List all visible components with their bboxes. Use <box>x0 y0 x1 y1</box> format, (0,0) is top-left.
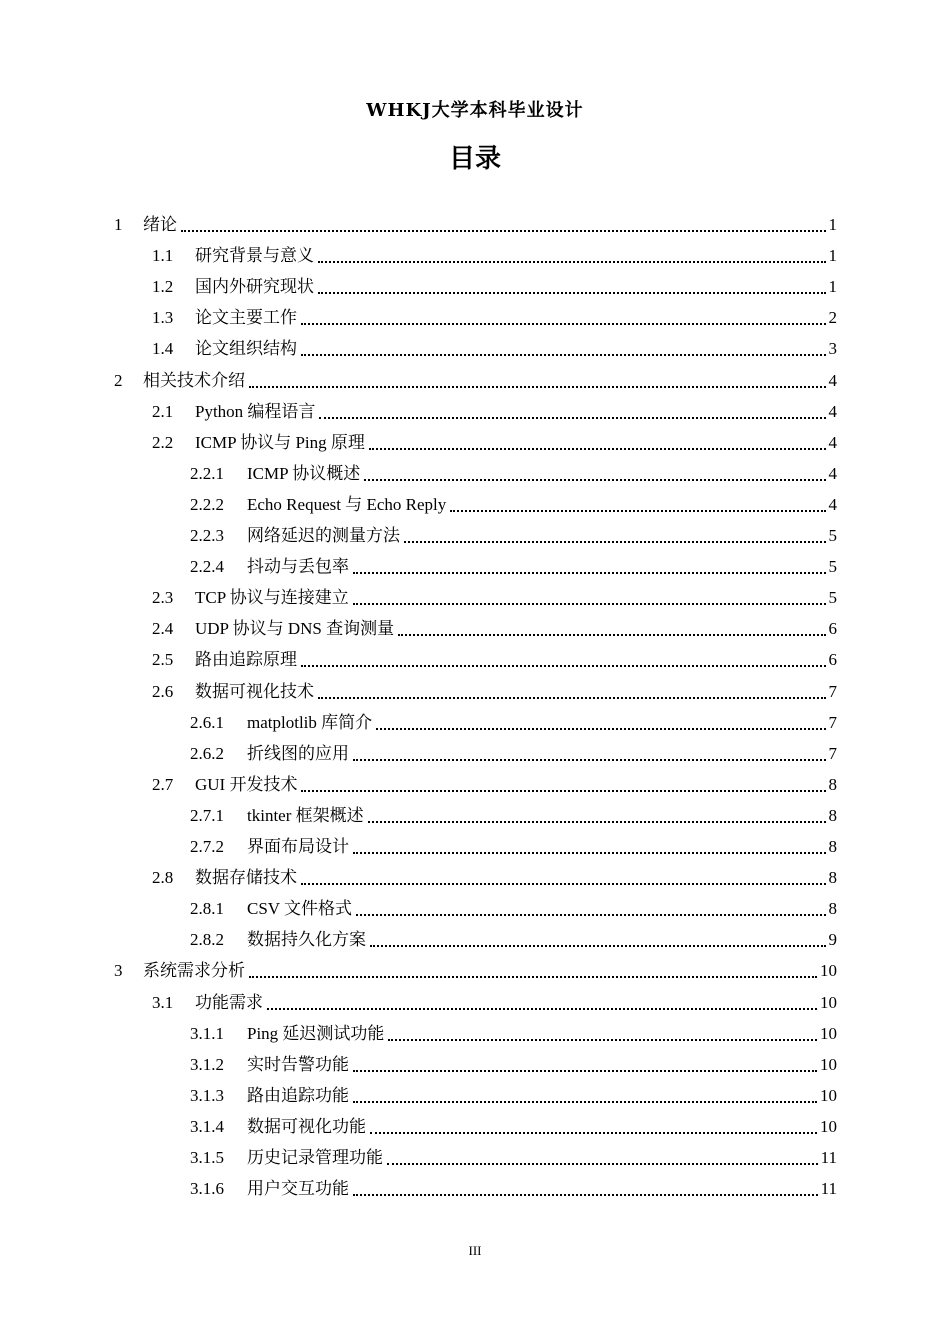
toc-entry[interactable] <box>152 676 837 707</box>
toc-dot-leader <box>249 975 817 978</box>
toc-entry-title: 抖动与丢包率 <box>247 557 349 577</box>
toc-dot-leader <box>370 1131 817 1134</box>
toc-entry-number: 3.1.5 <box>190 1148 224 1167</box>
toc-entry[interactable] <box>114 955 837 986</box>
toc-entry-number: 3.1.1 <box>190 1023 224 1043</box>
toc-dot-leader <box>318 696 826 699</box>
toc-entry-number: 3.1.2 <box>190 1054 224 1074</box>
toc-entry-number: 2.7.1 <box>190 805 224 825</box>
toc-dot-leader <box>387 1162 818 1165</box>
toc-entry-page: 1 <box>828 277 837 297</box>
toc-dot-leader <box>318 260 826 263</box>
toc-entry-number: 3.1.3 <box>190 1085 224 1105</box>
toc-entry-page: 8 <box>828 868 837 888</box>
toc-entry-page: 4 <box>828 401 837 421</box>
toc-entry-number: 2.8.1 <box>190 899 224 919</box>
page-title: 目录 <box>448 144 501 174</box>
toc-entry[interactable] <box>190 458 837 489</box>
toc-entry-number: 2.6 <box>152 681 174 701</box>
toc-entry-title: TCP 协议与连接建立 <box>195 588 349 608</box>
toc-entry[interactable] <box>190 707 837 738</box>
toc-entry-page: 9 <box>828 930 837 950</box>
toc-entry-title: 功能需求 <box>195 992 263 1012</box>
toc-entry-number: 2 <box>114 370 123 390</box>
toc-entry[interactable] <box>152 769 837 800</box>
toc-entry-title: GUI 开发技术 <box>195 774 298 794</box>
toc-entry-page: 2 <box>828 308 837 328</box>
toc-entry-page: 8 <box>828 899 837 919</box>
toc-dot-leader <box>301 353 826 356</box>
toc-entry-page: 4 <box>828 432 837 452</box>
toc-entry-number: 2.8 <box>152 868 174 888</box>
toc-dot-leader <box>353 1193 818 1196</box>
toc-entry[interactable] <box>152 862 837 893</box>
toc-entry[interactable] <box>152 613 837 644</box>
toc-entry-number: 2.4 <box>152 619 174 639</box>
toc-entry-title: 研究背景与意义 <box>195 246 314 266</box>
toc-entry-title: 实时告警功能 <box>247 1054 349 1074</box>
toc-entry-page: 10 <box>820 1054 837 1074</box>
toc-entry-number: 3.1 <box>152 992 174 1012</box>
toc-entry-number: 2.2.3 <box>190 526 224 545</box>
toc-entry-page: 8 <box>828 805 837 825</box>
toc-entry-number: 1.2 <box>152 277 174 297</box>
toc-entry-title: 系统需求分析 <box>143 961 245 981</box>
toc-entry-page: 10 <box>820 1085 837 1105</box>
toc-entry-number: 2.5 <box>152 650 174 670</box>
toc-entry-number: 2.8.2 <box>190 930 224 950</box>
toc-entry-title: 数据持久化方案 <box>247 930 366 950</box>
toc-entry[interactable] <box>152 271 837 302</box>
toc-dot-leader <box>181 229 826 232</box>
toc-dot-leader <box>353 602 826 605</box>
toc-entry-number: 2.2.4 <box>190 557 224 577</box>
toc-dot-leader <box>369 447 826 450</box>
toc-entry-title: 用户交互功能 <box>247 1179 349 1199</box>
toc-entry-title: UDP 协议与 DNS 查询测量 <box>195 619 395 639</box>
toc-entry-number: 2.1 <box>152 401 174 421</box>
toc-entry-page: 7 <box>828 681 837 701</box>
toc-dot-leader <box>450 509 825 512</box>
toc-entry-title: 数据存储技术 <box>195 868 297 888</box>
toc-dot-leader <box>370 944 826 947</box>
toc-entry-page: 1 <box>828 215 837 234</box>
toc-entry-number: 2.6.1 <box>190 712 224 732</box>
toc-entry-page: 11 <box>820 1148 837 1167</box>
toc-entry-page: 10 <box>820 1023 837 1043</box>
toc-entry-page: 7 <box>828 743 837 763</box>
toc-entry-page: 1 <box>828 246 837 266</box>
toc-entry-number: 3.1.4 <box>190 1116 224 1136</box>
toc-entry-title: 数据可视化功能 <box>247 1116 366 1136</box>
toc-dot-leader <box>301 789 825 792</box>
toc-entry-title: ICMP 协议与 Ping 原理 <box>195 432 365 452</box>
toc-entry-title: 绪论 <box>143 215 177 234</box>
toc-entry-title: 论文组织结构 <box>195 339 297 359</box>
toc-entry-title: Ping 延迟测试功能 <box>247 1023 385 1043</box>
toc-entry[interactable] <box>114 365 837 396</box>
page-number: III <box>468 1243 482 1258</box>
toc-dot-leader <box>376 727 825 730</box>
toc-entry-number: 2.6.2 <box>190 743 224 763</box>
toc-dot-leader <box>353 1100 817 1103</box>
toc-dot-leader <box>301 882 826 885</box>
toc-entry-page: 3 <box>828 339 837 359</box>
toc-entry-title: Echo Request 与 Echo Reply <box>247 494 447 514</box>
toc-entry[interactable] <box>190 1173 837 1204</box>
toc-entry[interactable] <box>190 1111 837 1142</box>
toc-entry[interactable] <box>152 240 837 271</box>
toc-entry-title: 网络延迟的测量方法 <box>247 526 400 545</box>
toc-entry-page: 10 <box>820 992 837 1012</box>
toc-entry-title: 国内外研究现状 <box>195 277 314 297</box>
toc-entry-page: 4 <box>828 494 837 514</box>
toc-entry-page: 10 <box>820 961 837 981</box>
toc-dot-leader <box>398 633 825 636</box>
toc-entry-number: 1 <box>114 215 123 234</box>
toc-entry-page: 6 <box>828 619 837 639</box>
toc-dot-leader <box>356 913 825 916</box>
toc-entry-page: 8 <box>828 837 837 856</box>
toc-entry-number: 2.2.2 <box>190 494 224 514</box>
toc-entry-page: 5 <box>828 526 837 545</box>
toc-entry-title: 相关技术介绍 <box>143 370 245 390</box>
toc-entry-title: tkinter 框架概述 <box>247 805 364 825</box>
toc-dot-leader <box>301 322 826 325</box>
toc-entry[interactable] <box>152 302 837 333</box>
toc-entry-page: 8 <box>828 774 837 794</box>
toc-entry-number: 2.7 <box>152 774 174 794</box>
toc-entry[interactable] <box>190 489 837 520</box>
toc-dot-leader <box>267 1007 817 1010</box>
toc-entry[interactable] <box>152 333 837 364</box>
toc-entry-title: 路由追踪原理 <box>195 650 297 670</box>
toc-entry-title: 界面布局设计 <box>247 837 349 856</box>
toc-entry[interactable] <box>190 738 837 769</box>
toc-entry-title: ICMP 协议概述 <box>247 463 361 483</box>
toc-entry-number: 1.1 <box>152 246 174 266</box>
toc-entry[interactable] <box>114 209 837 240</box>
toc-dot-leader <box>353 571 826 574</box>
toc-entry[interactable] <box>190 1049 837 1080</box>
toc-dot-leader <box>364 478 825 481</box>
toc-entry-number: 2.3 <box>152 588 174 608</box>
toc-entry-page: 6 <box>828 650 837 670</box>
toc-entry[interactable] <box>190 893 837 924</box>
toc-entry-page: 5 <box>828 588 837 608</box>
toc-entry-title: 数据可视化技术 <box>195 681 314 701</box>
toc-dot-leader <box>353 758 826 761</box>
toc-entry[interactable] <box>190 551 837 582</box>
toc-entry-title: Python 编程语言 <box>195 401 316 421</box>
toc-entry[interactable] <box>152 396 837 427</box>
toc-entry-number: 1.4 <box>152 339 174 359</box>
toc-entry-title: 折线图的应用 <box>247 743 349 763</box>
toc-dot-leader <box>249 385 826 388</box>
toc-entry[interactable] <box>190 800 837 831</box>
toc-dot-leader <box>353 1069 817 1072</box>
toc-entry[interactable] <box>152 582 837 613</box>
toc-entry[interactable] <box>190 924 837 955</box>
toc-entry-title: 历史记录管理功能 <box>247 1148 383 1167</box>
toc-dot-leader <box>388 1038 817 1041</box>
toc-entry-number: 2.2 <box>152 432 174 452</box>
toc-dot-leader <box>368 820 826 823</box>
toc-entry-title: 路由追踪功能 <box>247 1085 349 1105</box>
toc-entry[interactable] <box>152 427 837 458</box>
toc-entry[interactable] <box>190 831 837 862</box>
toc-entry[interactable] <box>190 1080 837 1111</box>
toc-entry[interactable] <box>190 1018 837 1049</box>
toc-entry-number: 2.7.2 <box>190 837 224 856</box>
toc-entry-number: 3 <box>114 961 123 981</box>
toc-entry-page: 4 <box>828 463 837 483</box>
toc-dot-leader <box>319 416 825 419</box>
toc-entry-number: 2.2.1 <box>190 463 224 483</box>
toc-entry-page: 5 <box>828 557 837 577</box>
toc-entry[interactable] <box>190 520 837 551</box>
toc-entry[interactable] <box>190 1142 837 1173</box>
toc-dot-leader <box>318 291 826 294</box>
toc-dot-leader <box>404 540 826 543</box>
toc-entry-page: 10 <box>820 1116 837 1136</box>
toc-entry-number: 3.1.6 <box>190 1179 224 1199</box>
toc-entry[interactable] <box>152 987 837 1018</box>
toc-entry[interactable] <box>152 644 837 675</box>
toc-entry-title: 论文主要工作 <box>195 308 297 328</box>
toc-entry-title: matplotlib 库简介 <box>247 712 373 732</box>
toc-entry-page: 11 <box>820 1179 837 1199</box>
toc-entry-number: 1.3 <box>152 308 174 328</box>
toc-dot-leader <box>301 664 826 667</box>
page-header: WHKJ大学本科毕业设计 <box>366 100 584 121</box>
toc-entry-page: 7 <box>828 712 837 732</box>
toc-entry-page: 4 <box>828 370 837 390</box>
toc-entry-title: CSV 文件格式 <box>247 899 353 919</box>
toc-dot-leader <box>353 851 826 854</box>
